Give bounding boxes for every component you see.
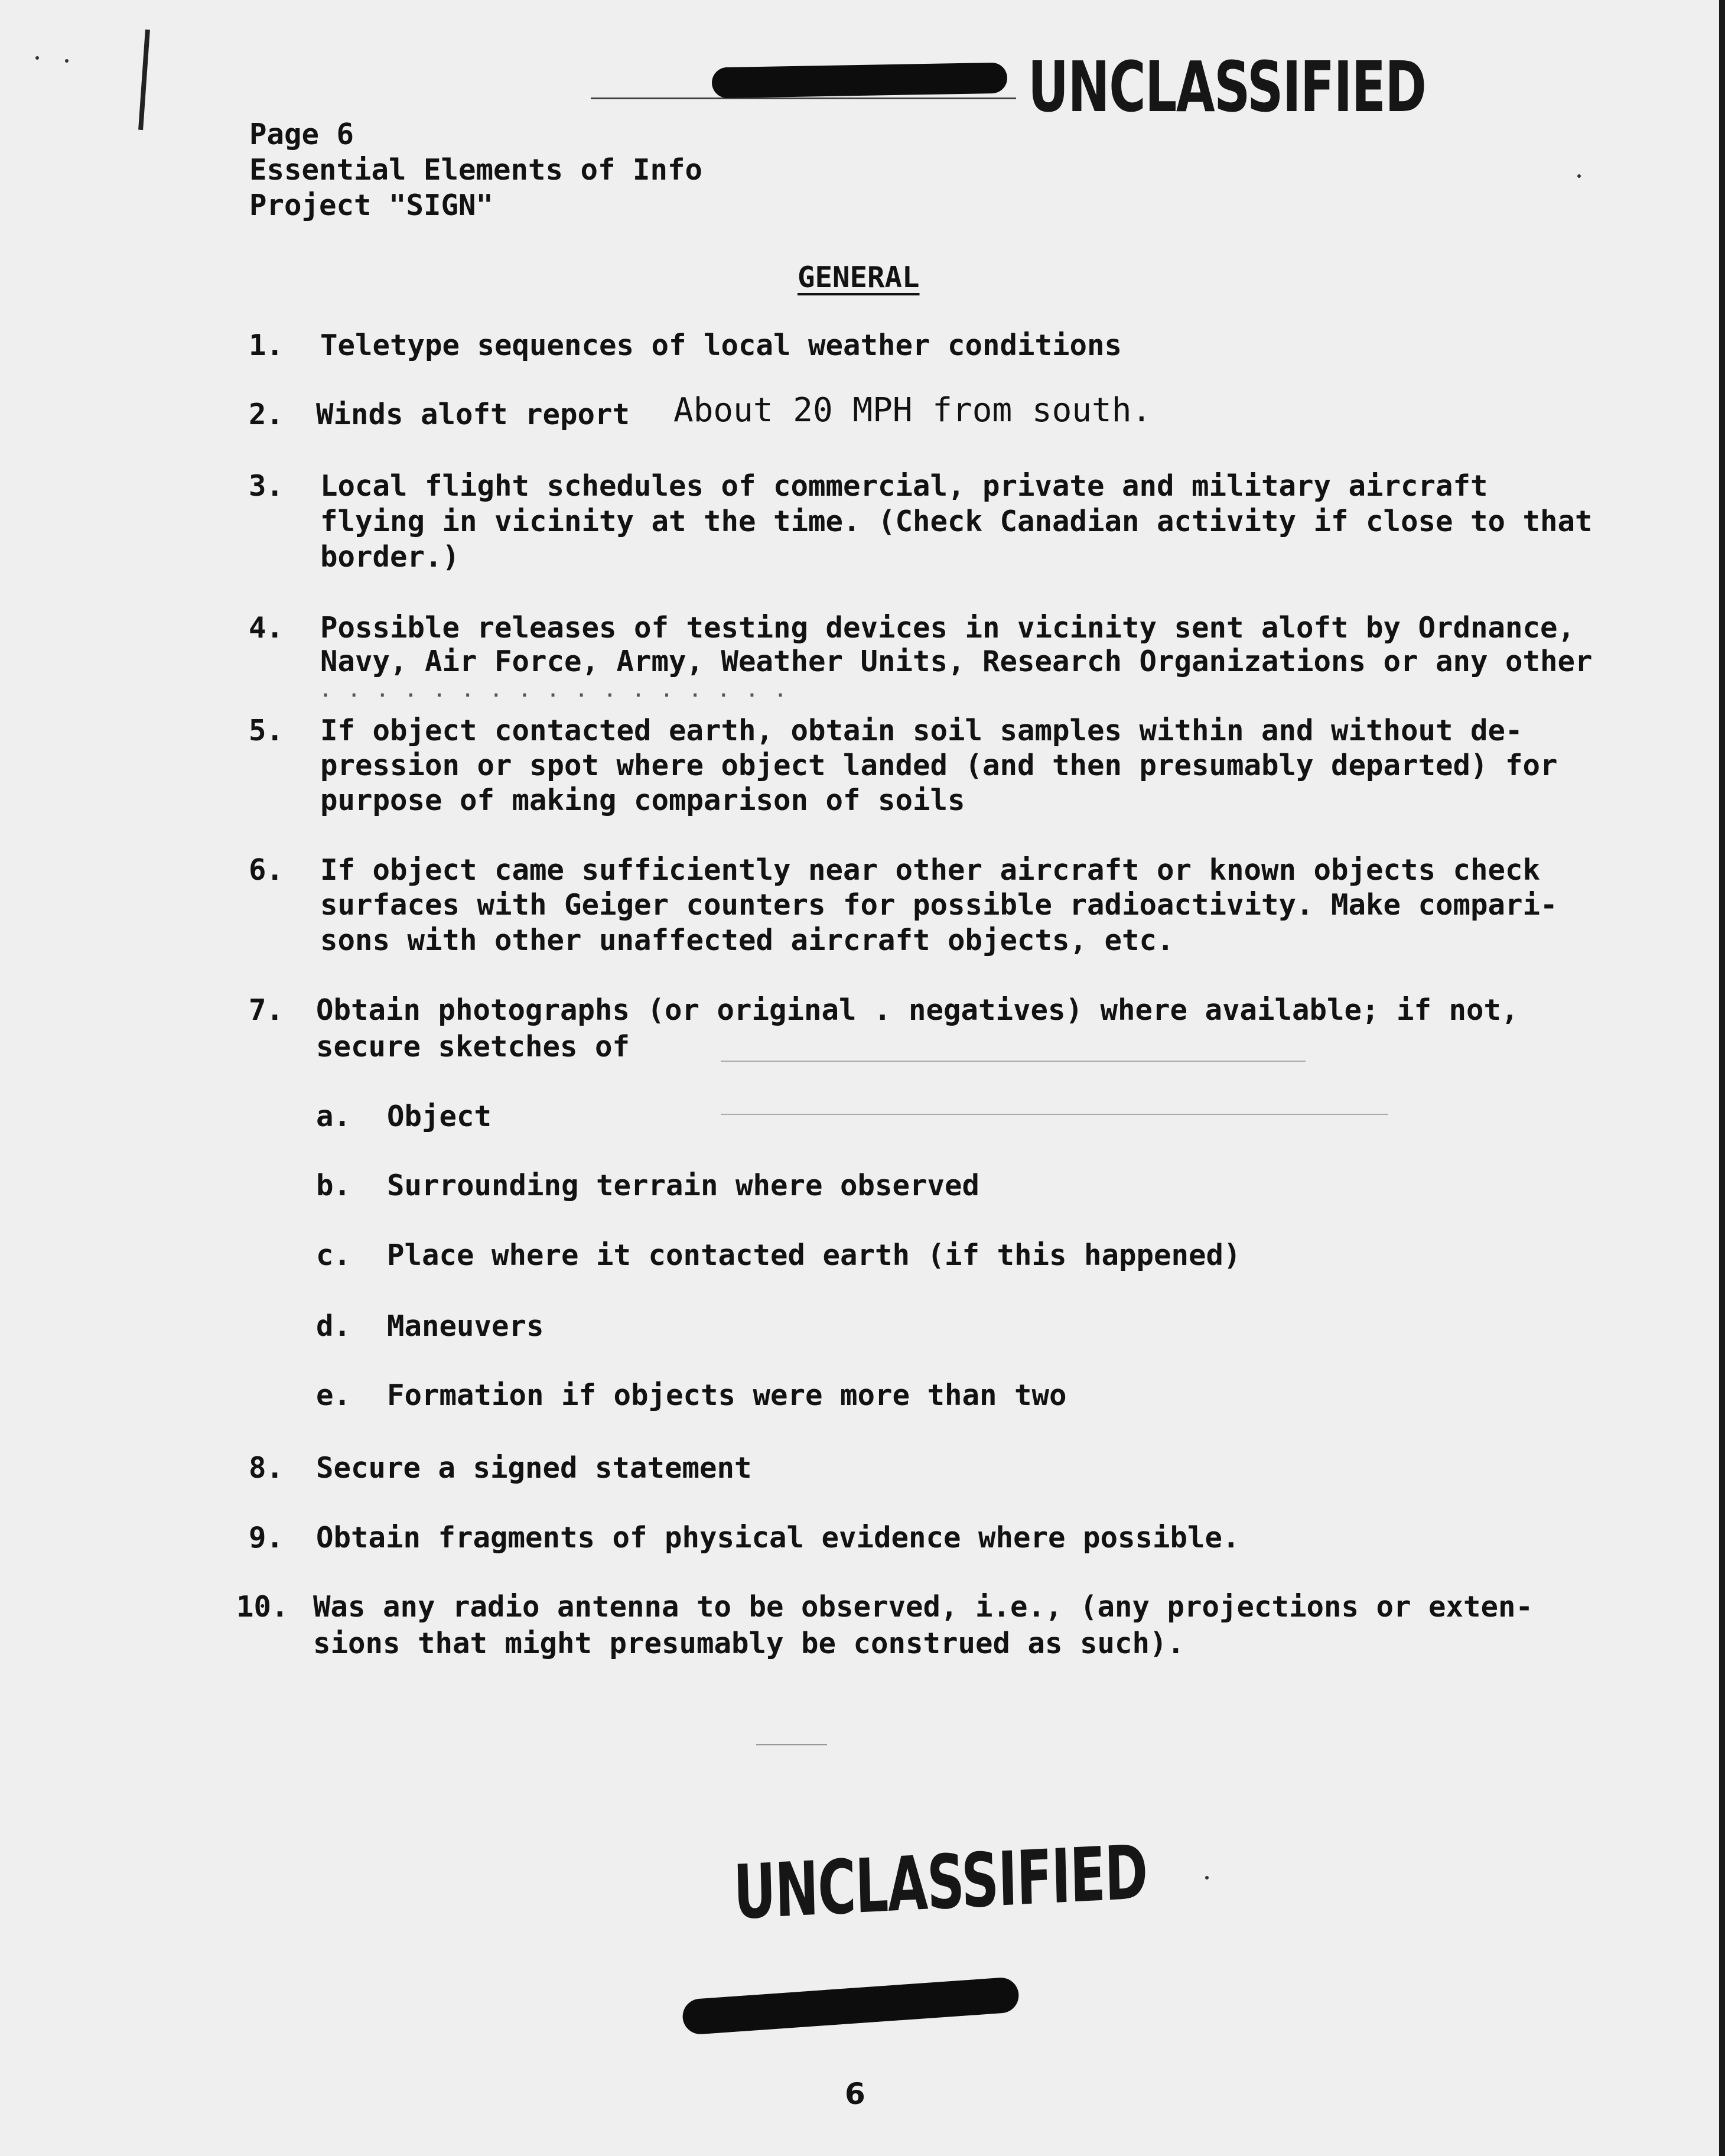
- redaction-bar-top: [712, 63, 1008, 99]
- scan-line: [721, 1114, 1388, 1115]
- unclassified-stamp-top: UNCLASSIFIED: [1028, 46, 1426, 128]
- item-text: Was any radio antenna to be observed, i.e., (any projections or exten-: [313, 1590, 1534, 1624]
- item-text: surfaces with Geiger counters for possible radioactivity. Make compari-: [320, 888, 1558, 922]
- scan-edge: [1719, 0, 1725, 2156]
- item-text-illegible: . . . . . . . . . . . . . . . . .: [320, 681, 790, 701]
- scan-line: [756, 1744, 827, 1745]
- item-text: secure sketches of: [316, 1030, 630, 1064]
- section-title: GENERAL: [798, 261, 920, 294]
- item-text: If object came sufficiently near other aircraft or known objects check: [320, 853, 1541, 887]
- subitem-text: Surrounding terrain where observed: [387, 1169, 980, 1202]
- item-text: Possible releases of testing devices in vicinity sent aloft by Ordnance,: [320, 611, 1576, 645]
- item-number: 2.: [248, 398, 284, 431]
- handwritten-note: About 20 MPH from south.: [673, 391, 1152, 430]
- item-text: Obtain photographs (or original . negatives) where available; if not,: [316, 993, 1519, 1027]
- item-number: 7.: [248, 993, 284, 1027]
- speck: [1577, 174, 1581, 178]
- speck: [65, 59, 69, 63]
- header-project: Project "SIGN": [249, 188, 494, 222]
- subitem-label: c.: [316, 1238, 351, 1272]
- item-text: sions that might presumably be construed as such).: [313, 1627, 1185, 1660]
- scan-line: [721, 1061, 1306, 1062]
- item-number: 6.: [248, 853, 284, 887]
- top-rule: [591, 97, 1016, 99]
- item-text: Local flight schedules of commercial, private and military aircraft: [320, 469, 1488, 503]
- subitem-text: Formation if objects were more than two: [387, 1378, 1067, 1412]
- item-number: 1.: [248, 329, 284, 362]
- item-number: 8.: [248, 1451, 284, 1485]
- item-text: purpose of making comparison of soils: [320, 783, 965, 817]
- item-text: Navy, Air Force, Army, Weather Units, Research Organizations or any other: [320, 645, 1593, 678]
- header-page: Page 6: [249, 118, 354, 151]
- item-text: Winds aloft report: [316, 398, 630, 431]
- speck: [35, 56, 39, 60]
- redaction-bar-bottom: [682, 1976, 1020, 2035]
- item-number: 5.: [248, 714, 284, 747]
- speck: [1205, 1876, 1209, 1879]
- item-number: 9.: [248, 1521, 284, 1555]
- item-number: 10.: [236, 1590, 289, 1624]
- item-text: flying in vicinity at the time. (Check Canadian activity if close to that: [320, 505, 1593, 538]
- item-text: Obtain fragments of physical evidence where possible.: [316, 1521, 1240, 1555]
- subitem-text: Object: [387, 1100, 492, 1133]
- subitem-label: b.: [316, 1169, 351, 1202]
- item-text: sons with other unaffected aircraft objects, etc.: [320, 923, 1174, 957]
- subitem-label: e.: [316, 1378, 351, 1412]
- header-subject: Essential Elements of Info: [249, 153, 703, 187]
- subitem-label: d.: [316, 1309, 351, 1343]
- item-text: Secure a signed statement: [316, 1451, 752, 1485]
- unclassified-stamp-bottom: UNCLASSIFIED: [733, 1829, 1148, 1936]
- subitem-text: Maneuvers: [387, 1309, 544, 1343]
- page-number: 6: [845, 2077, 865, 2111]
- item-number: 4.: [248, 611, 284, 645]
- subitem-label: a.: [316, 1100, 351, 1133]
- item-text: pression or spot where object landed (and then presumably departed) for: [320, 749, 1558, 782]
- item-text: Teletype sequences of local weather conditions: [320, 329, 1122, 362]
- margin-mark: [138, 30, 150, 130]
- item-text: border.): [320, 540, 460, 574]
- subitem-text: Place where it contacted earth (if this happened): [387, 1238, 1241, 1272]
- item-number: 3.: [248, 469, 284, 503]
- item-text: If object contacted earth, obtain soil samples within and without de-: [320, 714, 1523, 747]
